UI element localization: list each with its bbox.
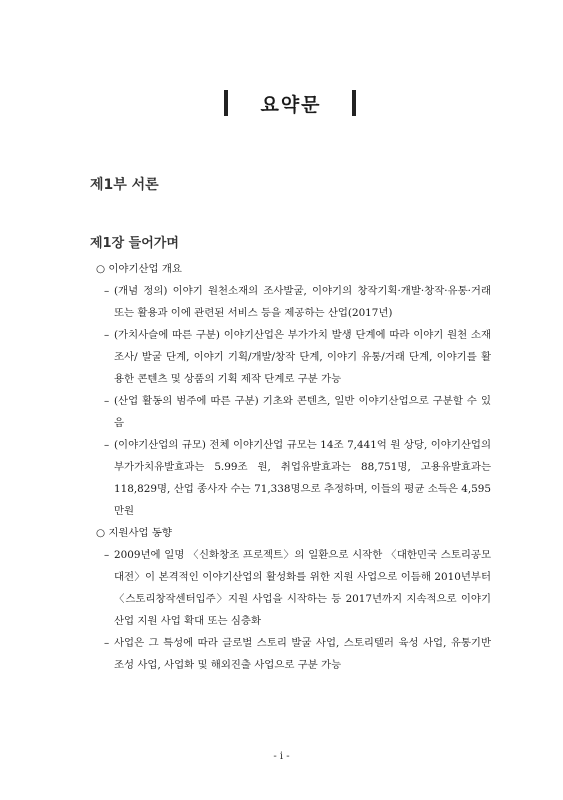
part-heading: 제1부 서론 xyxy=(90,177,159,193)
dash-marker: – xyxy=(104,329,110,341)
bullet-item xyxy=(96,544,491,632)
chapter-heading: 제1장 들어가며 xyxy=(90,236,179,251)
summary-title-block xyxy=(0,88,563,118)
bullet-item xyxy=(96,324,491,390)
bullet-item xyxy=(96,632,491,676)
bullet-text: 사업은 그 특성에 따라 글로벌 스토리 발굴 사업, 스토리텔러 육성 사업, 유통기반 조성 사업, 사업화 및 해외진출 사업으로 구분 가능 xyxy=(114,637,491,671)
bullet-item xyxy=(96,390,491,434)
title-left-bar xyxy=(224,90,228,116)
bullet-item xyxy=(96,434,491,522)
bullet-text: (개념 정의) 이야기 원천소재의 조사발굴, 이야기의 창작기획·개발·창작·유통·거래 또는 활용과 이에 관련된 서비스 등을 제공하는 산업(2017년) xyxy=(114,285,491,319)
page-number: - i - xyxy=(273,751,290,762)
bullet-text: 2009년에 일명 〈신화창조 프로젝트〉의 일환으로 시작한 〈대한민국 스토리공모대전〉이 본격적인 이야기산업의 활성화를 위한 지원 사업으로 이듬해 2010년부터 〈스토리창작센터입주〉지원 사업을 시작하는 등 2017년까지 지속적으로 이야기산업 지원 사업 확대 또는 심층화 xyxy=(114,549,491,627)
dash-marker: – xyxy=(104,637,110,649)
section-heading-overview: ○ 이야기산업 개요 xyxy=(96,263,182,275)
dash-marker: – xyxy=(104,439,110,451)
bullet-text: (가치사슬에 따른 구분) 이야기산업은 부가가치 발생 단계에 따라 이야기 원천 소재 조사/ 발굴 단계, 이야기 기획/개발/창작 단계, 이야기 유통/거래 단계, 이야기를 활용한 콘텐츠 및 상품의 기획 제작 단계로 구분 가능 xyxy=(114,329,491,385)
dash-marker: – xyxy=(104,285,110,297)
dash-marker: – xyxy=(104,549,110,561)
title-right-bar xyxy=(352,90,356,116)
body-content xyxy=(96,258,491,676)
bullet-text: (산업 활동의 범주에 따른 구분) 기초와 콘텐츠, 일반 이야기산업으로 구분할 수 있음 xyxy=(114,395,491,429)
page-title: 요약문 xyxy=(260,94,322,116)
section-heading-support: ○ 지원사업 동향 xyxy=(96,527,172,539)
bullet-item xyxy=(96,280,491,324)
bullet-text: (이야기산업의 규모) 전체 이야기산업 규모는 14조 7,441억 원 상당, 이야기산업의 부가가치유발효과는 5.99조 원, 취업유발효과는 88,751명, 고용유발효과는 118,829명, 산업 종사자 수는 71,338명으로 추정하며, 이들의 평균 소득은 4,595만원 xyxy=(114,439,491,517)
dash-marker: – xyxy=(104,395,110,407)
